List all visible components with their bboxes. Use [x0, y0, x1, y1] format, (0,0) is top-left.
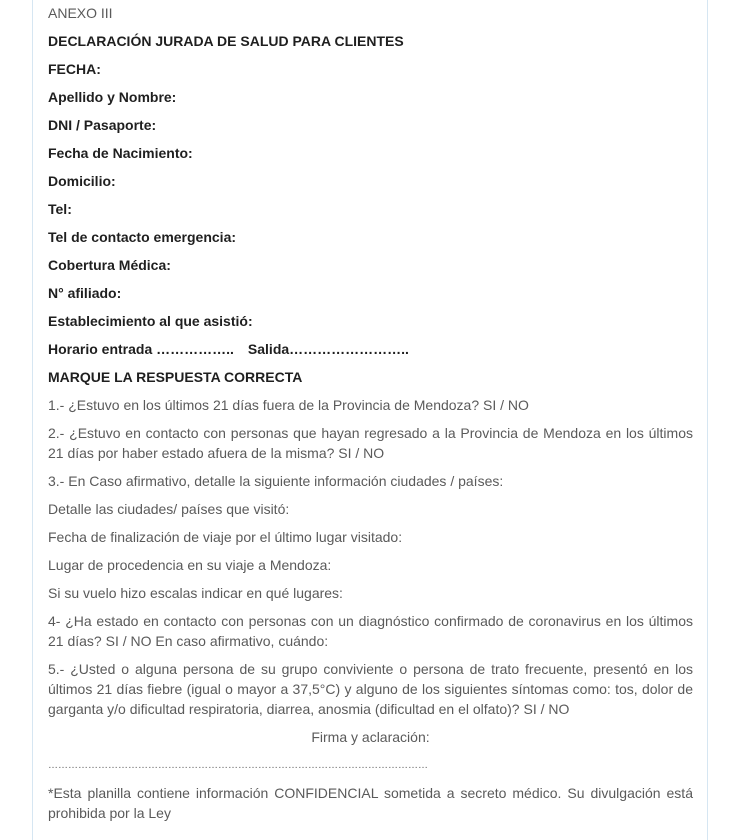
field-domicilio: Domicilio: — [48, 173, 116, 189]
question-1: 1.- ¿Estuvo en los últimos 21 días fuera de la Provincia de Mendoza? SI / NO — [48, 397, 529, 413]
field-numero-afiliado: N° afiliado: — [48, 285, 122, 301]
field-apellido-nombre: Apellido y Nombre: — [48, 89, 177, 105]
question-5: 5.- ¿Usted o alguna persona de su grupo conviviente o persona de trato frecuente, presentó en los últimos 21 días fiebre (igual o mayor a 37,5°C) y alguno de los siguientes síntomas como: tos, dolor de garganta y/o dificultad respiratoria, diarrea, anosmia (dificultad en el olfato)? SI / NO — [48, 661, 693, 717]
form-title: DECLARACIÓN JURADA DE SALUD PARA CLIENTES — [48, 33, 404, 49]
field-fecha: FECHA: — [48, 61, 101, 77]
field-establecimiento: Establecimiento al que asistió: — [48, 313, 253, 329]
signature-label: Firma y aclaración: — [311, 729, 430, 745]
question-3: 3.- En Caso afirmativo, detalle la siguiente información ciudades / países: — [48, 473, 504, 489]
annex-label: ANEXO III — [48, 5, 113, 21]
instruction-heading: MARQUE LA RESPUESTA CORRECTA — [48, 369, 303, 385]
signature-line: …………………………………………………………………………………………………… — [48, 760, 428, 771]
confidential-footnote: *Esta planilla contiene información CONFIDENCIAL sometida a secreto médico. Su divulgación está prohibida por la Ley — [48, 785, 693, 821]
question-3-stops: Si su vuelo hizo escalas indicar en qué lugares: — [48, 585, 343, 601]
field-cobertura-medica: Cobertura Médica: — [48, 257, 171, 273]
field-salida: Salida…………………….. — [247, 341, 409, 357]
field-horario-row — [48, 339, 409, 359]
field-fecha-nacimiento: Fecha de Nacimiento: — [48, 145, 193, 161]
question-2: 2.- ¿Estuvo en contacto con personas que hayan regresado a la Provincia de Mendoza en los últimos 21 días por haber estado afuera de la misma? SI / NO — [48, 425, 693, 461]
question-4: 4- ¿Ha estado en contacto con personas con un diagnóstico confirmado de coronavirus en los últimos 21 días? SI / NO En caso afirmativo, cuándo: — [48, 613, 693, 649]
field-dni-pasaporte: DNI / Pasaporte: — [48, 117, 157, 133]
field-tel-emergencia: Tel de contacto emergencia: — [48, 229, 237, 245]
question-3-end-date: Fecha de finalización de viaje por el último lugar visitado: — [48, 529, 403, 545]
field-tel: Tel: — [48, 201, 72, 217]
question-3-cities: Detalle las ciudades/ países que visitó: — [48, 501, 290, 517]
field-horario-entrada: Horario entrada …………….. — [48, 341, 234, 357]
question-3-origin: Lugar de procedencia en su viaje a Mendoza: — [48, 557, 332, 573]
